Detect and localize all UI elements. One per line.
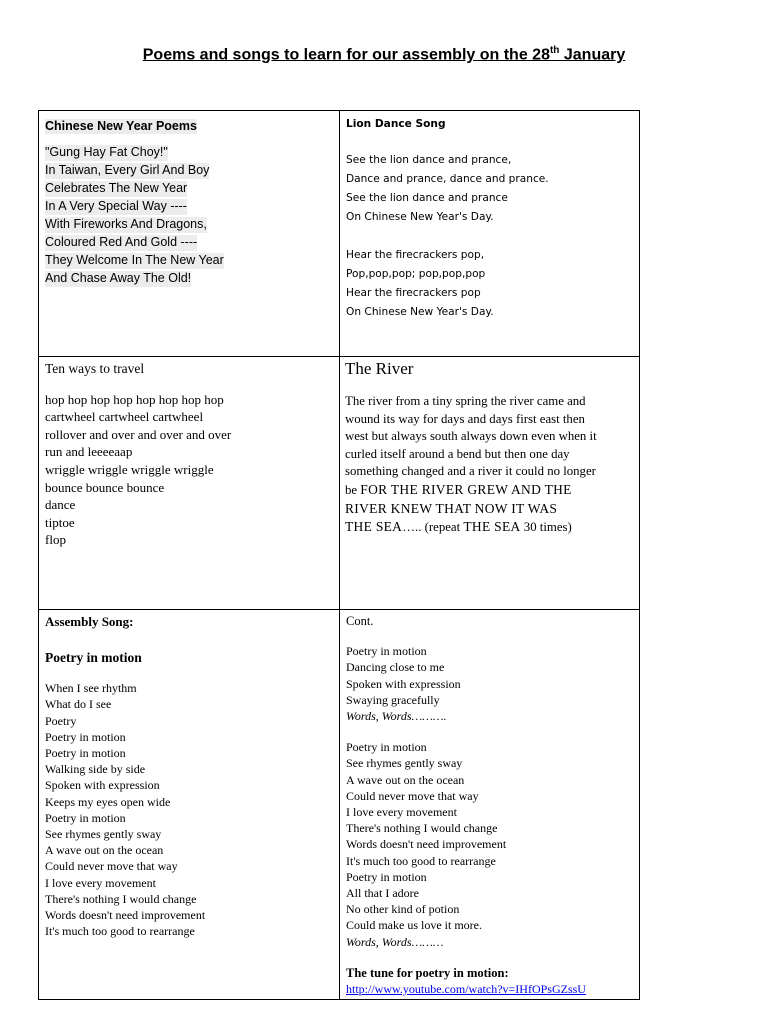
lyric-line: Keeps my eyes open wide — [45, 794, 171, 809]
song-line: Pop,pop,pop; pop,pop,pop — [346, 268, 486, 280]
poem-line: Coloured Red And Gold ---- — [45, 235, 198, 249]
song-line: See the lion dance and prance, — [346, 154, 512, 166]
cont-heading: Cont. — [346, 614, 374, 628]
assembly-song-subheading: Poetry in motion — [45, 649, 142, 665]
lyric-line: Spoken with expression — [45, 778, 160, 793]
travel-line: hop hop hop hop hop hop hop hop — [45, 391, 224, 407]
song-line: Dance and prance, dance and prance. — [346, 173, 549, 185]
cont-cell — [346, 610, 638, 998]
lyric-line: No other kind of potion — [346, 902, 460, 917]
poem-line: Celebrates The New Year — [45, 181, 188, 195]
river-text: ….. (repeat — [402, 520, 464, 535]
song-line: On Chinese New Year's Day. — [346, 306, 494, 318]
lyric-line: I love every movement — [346, 805, 457, 820]
lyric-line: It's much too good to rearrange — [346, 853, 496, 868]
lyric-line: See rhymes gently sway — [346, 756, 463, 771]
travel-line: flop — [45, 532, 66, 548]
lyric-line: A wave out on the ocean — [45, 843, 164, 858]
column-divider — [339, 111, 340, 999]
song-line: Hear the firecrackers pop — [346, 287, 481, 299]
river-line — [345, 518, 637, 537]
lyric-line: There's nothing I would change — [45, 891, 197, 906]
river-line: The river from a tiny spring the river came and — [345, 394, 586, 408]
lyric-line: Poetry — [45, 713, 77, 728]
poem-line: In A Very Special Way ---- — [45, 199, 187, 213]
river-line: something changed and a river it could no longer — [345, 464, 596, 479]
poem-line: "Gung Hay Fat Choy!" — [45, 145, 168, 159]
lyric-line: Could make us love it more. — [346, 918, 482, 933]
page-title — [0, 45, 768, 64]
poem-line: They Welcome In The New Year — [45, 253, 224, 267]
ten-ways-cell — [45, 357, 335, 609]
tune-label: The tune for poetry in motion: — [346, 965, 509, 980]
lyric-line: All that I adore — [346, 886, 419, 901]
lion-dance-heading: Lion Dance Song — [346, 118, 446, 130]
river-line: curled itself around a bend but then one day — [345, 446, 570, 461]
song-line: Hear the firecrackers pop, — [346, 249, 485, 261]
travel-line: dance — [45, 497, 76, 513]
lyric-line: It's much too good to rearrange — [45, 924, 195, 939]
lyric-line: Words doesn't need improvement — [346, 837, 507, 852]
river-caps-text: THE SEA — [345, 519, 403, 535]
travel-line: cartwheel cartwheel cartwheel — [45, 409, 204, 425]
chinese-poems-heading: Chinese New Year Poems — [45, 119, 197, 133]
river-cell — [345, 357, 637, 609]
page-title-tail: January — [559, 46, 626, 64]
lyric-line: Dancing close to me — [346, 660, 445, 675]
river-caps-text: RIVER KNEW THAT NOW IT WAS — [345, 500, 558, 516]
lyric-line: Could never move that way — [346, 788, 479, 803]
lyric-line: I love every movement — [45, 875, 156, 890]
lyric-line: Poetry in motion — [45, 729, 126, 744]
lyric-line: There's nothing I would change — [346, 821, 498, 836]
lyric-line: Could never move that way — [45, 859, 178, 874]
lyric-line: Words doesn't need improvement — [45, 908, 206, 923]
lyric-line: What do I see — [45, 697, 112, 712]
youtube-link[interactable]: http://www.youtube.com/watch?v=IHfOPsGZssU — [346, 982, 586, 997]
page-title-text: Poems and songs to learn for our assembly on the 28 — [142, 46, 550, 64]
river-line — [345, 500, 637, 519]
lyric-line: Swaying gracefully — [346, 692, 440, 707]
lyric-line: Walking side by side — [45, 762, 146, 777]
poem-line: In Taiwan, Every Girl And Boy — [45, 163, 210, 177]
river-line: wound its way for days and days first east then — [345, 411, 585, 426]
lyric-line: Poetry in motion — [346, 644, 427, 659]
words-refrain: Words, Words……… — [346, 934, 444, 949]
lyric-line: Spoken with expression — [346, 676, 461, 691]
poem-line: With Fireworks And Dragons, — [45, 217, 207, 231]
assembly-song-cell — [45, 610, 335, 998]
song-line: See the lion dance and prance — [346, 192, 508, 204]
poem-line: And Chase Away The Old! — [45, 271, 192, 285]
assembly-song-heading: Assembly Song: — [45, 614, 134, 629]
lyric-line: Poetry in motion — [45, 810, 126, 825]
river-caps-text: FOR THE RIVER GREW AND THE — [360, 481, 572, 497]
river-text: be — [345, 482, 361, 497]
river-line: west but always south always down even when it — [345, 429, 597, 444]
lyric-line: Poetry in motion — [346, 740, 427, 755]
lion-dance-cell — [346, 115, 636, 355]
page-title-superscript: th — [549, 45, 560, 56]
travel-line: rollover and over and over and over — [45, 426, 232, 442]
poems-table — [38, 110, 640, 1000]
river-caps-text: THE SEA — [463, 519, 521, 535]
river-text: 30 times) — [520, 520, 572, 535]
travel-line: wriggle wriggle wriggle wriggle — [45, 461, 214, 477]
lyric-line: When I see rhythm — [45, 681, 137, 696]
ten-ways-heading: Ten ways to travel — [45, 361, 145, 376]
travel-line: run and leeeeaap — [45, 444, 133, 460]
song-line: On Chinese New Year's Day. — [346, 211, 494, 223]
river-line — [345, 481, 637, 500]
river-heading: The River — [345, 359, 414, 378]
words-refrain: Words, Words………. — [346, 709, 447, 724]
chinese-poems-cell — [45, 111, 335, 356]
lyric-line: See rhymes gently sway — [45, 827, 162, 842]
lyric-line: A wave out on the ocean — [346, 772, 465, 787]
lyric-line: Poetry in motion — [45, 746, 126, 760]
travel-line: bounce bounce bounce — [45, 479, 165, 495]
travel-line: tiptoe — [45, 514, 75, 530]
lyric-line: Poetry in motion — [346, 869, 427, 884]
